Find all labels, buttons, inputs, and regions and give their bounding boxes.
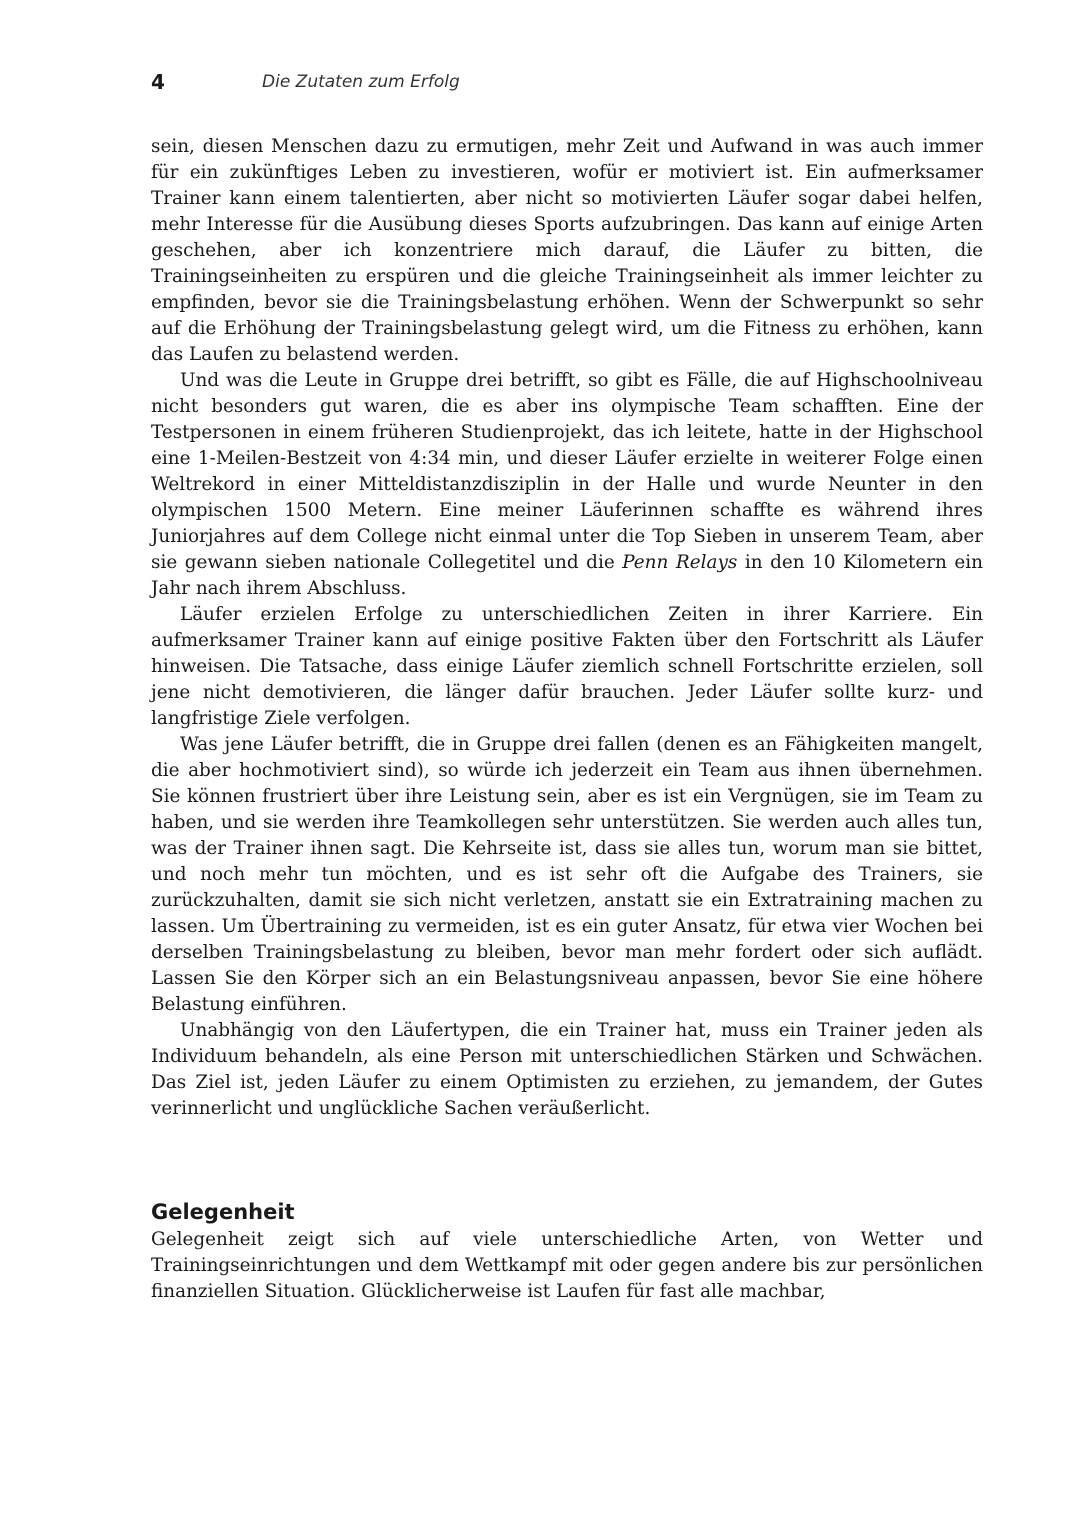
page-number: 4 xyxy=(151,70,165,94)
paragraph-2-text-a: Und was die Leute in Gruppe drei betrifft, so gibt es Fälle, die auf Highschoolniveau nicht besonders gut waren, die es aber ins olympische Team schafften. Eine der Testpersonen in einem früheren Studienprojekt, das ich leitete, hatte in der Highschool eine 1-Meilen-Bestzeit von 4:34 min, und dieser Läufer erzielte in weiterer Folge einen Weltrekord in einer Mitteldistanzdisziplin in der Halle und wurde Neunter in den olympischen 1500 Metern. Eine meiner Läuferinnen schaffte es während ihres Juniorjahres auf dem College nicht einmal unter die Top Sieben in unserem Team, aber sie gewann sieben nationale Collegetitel und die xyxy=(151,370,983,573)
section-body xyxy=(151,1227,983,1305)
paragraph-1: sein, diesen Menschen dazu zu ermutigen, mehr Zeit und Aufwand in was auch immer für ein zukünftiges Leben zu investieren, wofür er motiviert ist. Ein aufmerksamer Trainer kann einem talentierten, aber nicht so motivierten Läufer sogar dabei helfen, mehr Interesse für die Ausübung dieses Sports aufzubringen. Das kann auf einige Arten geschehen, aber ich konzentriere mich darauf, die Läufer zu bitten, die Trainingseinheiten zu erspüren und die gleiche Trainingseinheit als immer leichter zu empfinden, bevor sie die Trainingsbelastung erhöhen. Wenn der Schwerpunkt so sehr auf die Erhöhung der Trainingsbelastung gelegt wird, um die Fitness zu erhöhen, kann das Laufen zu belastend werden. xyxy=(151,136,983,365)
running-head: Die Zutaten zum Erfolg xyxy=(262,72,460,92)
body-text xyxy=(151,134,983,1122)
section-paragraph-1: Gelegenheit zeigt sich auf viele unterschiedliche Arten, von Wetter und Trainingseinrichtungen und dem Wettkampf mit oder gegen andere bis zur persönlichen finanziellen Situation. Glücklicherweise ist Laufen für fast alle machbar, xyxy=(151,1229,983,1302)
section-heading: Gelegenheit xyxy=(151,1200,295,1224)
paragraph-5: Unabhängig von den Läufertypen, die ein Trainer hat, muss ein Trainer jeden als Individuum behandeln, als eine Person mit unterschiedlichen Stärken und Schwächen. Das Ziel ist, jeden Läufer zu einem Optimisten zu erziehen, zu jemandem, der Gutes verinnerlicht und unglückliche Sachen veräußerlicht. xyxy=(151,1020,983,1119)
paragraph-4: Was jene Läufer betrifft, die in Gruppe drei fallen (denen es an Fähigkeiten mangelt, die aber hochmotiviert sind), so würde ich jederzeit ein Team aus ihnen übernehmen. Sie können frustriert über ihre Leistung sein, aber es ist ein Vergnügen, sie im Team zu haben, und sie werden ihre Teamkollegen sehr unterstützen. Sie werden auch alles tun, was der Trainer ihnen sagt. Die Kehrseite ist, dass sie alles tun, worum man sie bittet, und noch mehr tun möchten, und es ist sehr oft die Aufgabe des Trainers, sie zurückzuhalten, damit sie sich nicht verletzen, anstatt sie ein Extratraining machen zu lassen. Um Übertraining zu vermeiden, ist es ein guter Ansatz, für etwa vier Wochen bei derselben Trainingsbelastung zu bleiben, bevor man mehr fordert oder sich auflädt. Lassen Sie den Körper sich an ein Belastungsniveau anpassen, bevor Sie eine höhere Belastung einführen. xyxy=(151,734,983,1015)
paragraph-2-text-b: in den 10 Kilometern ein Jahr nach ihrem Abschluss. xyxy=(151,552,983,599)
penn-relays-italic: Penn Relays xyxy=(622,552,738,573)
paragraph-3: Läufer erzielen Erfolge zu unterschiedlichen Zeiten in ihrer Karriere. Ein aufmerksamer Trainer kann auf einige positive Fakten über den Fortschritt als Läufer hinweisen. Die Tatsache, dass einige Läufer ziemlich schnell Fortschritte erzielen, soll jene nicht demotivieren, die länger dafür brauchen. Jeder Läufer sollte kurz- und langfristige Ziele verfolgen. xyxy=(151,604,983,729)
paragraph-2 xyxy=(151,368,983,602)
